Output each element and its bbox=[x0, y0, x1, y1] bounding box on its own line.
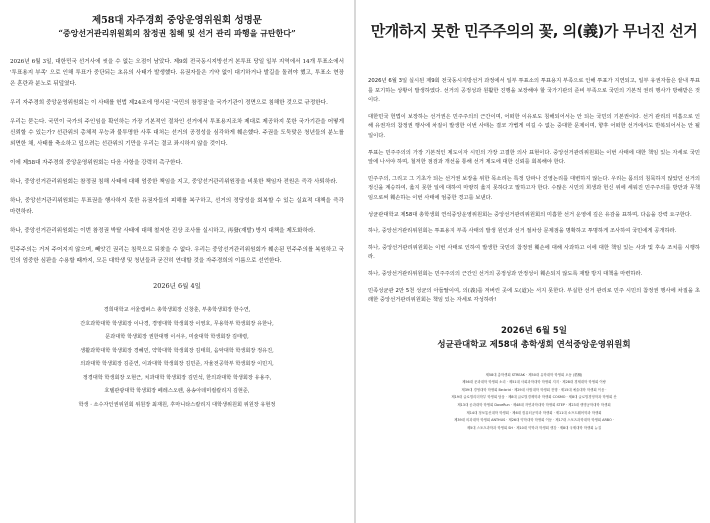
right-paragraph: 성균관대학교 제58대 총학생회 연석중앙운영위원회는 중앙선거관리위원회의 미흡한 선거 운영에 깊은 유감을 표하며, 다음을 강력 요구한다. bbox=[368, 211, 692, 218]
right-paragraph: 민족성균관 2만 5천 성균의 아들딸이여, 의(義)를 저버린 곳에 도(道)는 서지 못한다. 부실한 선거 관리로 민주 시민의 참정권 행사에 차질을 초래한 중앙선거관리위원회는 책임 있는 자세로 각성하라! bbox=[368, 287, 700, 304]
signer-line: 제5대 스포츠과학과 학생회 SH · 제10대 약학과 학생회 생강 · 제8대 국제대학 학생회 뉴질 bbox=[466, 425, 602, 430]
signer-line: 문과대학 학생회장 권한대행 이서우, 미술대학 학생회장 김태령, bbox=[105, 334, 249, 340]
left-demand: 하나, 중앙선거관리위원회는 투표권을 행사하지 못한 유권자들의 피해를 복구하고, 선거의 정당성을 회복할 수 있는 실효적 대책을 즉각 마련하라. bbox=[10, 198, 344, 215]
right-statement-title: 만개하지 못한 민주주의의 꽃, 의(義)가 무너진 선거 bbox=[370, 22, 698, 40]
signer-line: 제14대 정보통신대학 학생회 · 제6대 컴퓨터공학과 학생회 · 제11대 소프트웨어학과 학생회 bbox=[466, 410, 602, 415]
signer-line: 제19대 글로벌리더학부 학생회 담움 · 제8대 글로벌경제학과 학생회 COSMO · 제8대 글로벌경영학과 학생회 산 bbox=[451, 395, 617, 400]
right-demand: 하나, 중앙선거관리위원회는 민주주의의 근간인 선거의 공정성과 안정성이 훼손되지 않도록 재발 방지 대책을 마련하라. bbox=[368, 270, 643, 277]
signer-line: 생활과학대학 학생회장 경혜민, 약학대학 학생회장 김태희, 음악대학 학생회장 정유진, bbox=[80, 347, 274, 354]
right-paragraph: 민주주의, 그리고 그 기초가 되는 선거권 보장을 위한 목소리는 특정 당파나 진영논리를 대변하지 않는다. 우리는 몸의의 침묵하지 않았던 선거의 정신을 계승하여, 옳지 못한 일에 대하여 마땅히 옳지 못하다고 말하고자 한다. 수많은 시민의 희생과 헌신 위에 세워진 민주주의를 방만과 무책임으로써 훼손하는 이번 사태에 엄중한 경고를 보낸다. bbox=[368, 175, 700, 201]
left-paragraph: 민주주의는 거저 주어지지 않으며, 빼앗긴 권리는 침묵으로 되찾을 수 없다. 우리는 중앙선거관리위원회가 훼손된 민주주의를 복원하고 국민의 엄중한 심판을 수용할 때까지, 모든 대학생 및 청년들과 굳건히 연대할 것을 자주경희의 이름으로 선언한다. bbox=[10, 247, 344, 264]
signer-line: 경희대학교 서울캠퍼스 총학생회장 신창훈, 부총학생회장 한수연, bbox=[103, 307, 251, 313]
signer-line: 호텔관광대학 학생회장 페레스오렌, 용송아데미컬칼리지 김현준, bbox=[104, 388, 250, 394]
left-demand: 하나, 중앙선거관리위원회는 이번 참정권 박탈 사태에 대해 철저한 진상 조사를 실시하고, 再發(재발) 방지 대책을 제도화하라. bbox=[10, 228, 316, 234]
right-demand: 하나, 중앙선거관리위원회는 이번 사태로 인하여 발생한 국민의 참정권 훼손에 대해 사과하고 이에 대한 책임 있는 사과 및 후속 조치를 시행하라. bbox=[368, 244, 700, 261]
right-paragraph: 투표는 민주주의의 가장 기본적인 제도이자 시민의 가장 고결한 의사 표현이다. 중앙선거관리위원회는 이번 사태에 대한 책임 있는 자세로 국민 앞에 나서야 하며, 철저한 점검과 개선을 통해 선거 제도에 대한 신뢰를 회복해야 한다. bbox=[368, 149, 700, 166]
left-date: 2026년 6월 4일 bbox=[153, 282, 201, 290]
right-date: 2026년 6월 5일 bbox=[500, 325, 568, 336]
left-statement-title: 제58대 자주경희 중앙운영위원회 성명문 bbox=[92, 15, 262, 26]
left-signers bbox=[10, 304, 344, 412]
signer-line: 의과대학 학생회장 김준연, 이과대학 학생회장 김민준, 자율전공학부 학생회장 이민지, bbox=[80, 361, 274, 367]
signer-line: 정경대학 학생회장 오현근, 치과대학 학생회장 김민석, 한의과대학 학생회장 유용주, bbox=[82, 374, 272, 381]
signer-line: 제56대 문과대학 학생회 소리 · 제51대 사회과학대학 학생회 지지 · 제28대 경제대학 학생회 이랑 bbox=[462, 380, 606, 385]
right-demand: 하나, 중앙선거관리위원회는 투표용지 부족 사태의 발생 원인과 선거 절차상 문제점을 명확하고 투명하게 조사하여 국민에게 공개하라. bbox=[368, 228, 677, 235]
right-paragraph: 대한민국 헌법이 보장하는 선거권은 민주주의의 근간이며, 어떠한 이유로도 침해되어서는 안 되는 국민의 기본권이다. 선거 관리의 미흡으로 인해 유권자의 참정권 행사에 차질이 발생한 이번 사태는 결코 가볍게 여길 수 없는 중대한 문제이며, 향후 어떠한 선거에서도 반복되어서는 안 될 일이다. bbox=[368, 113, 700, 139]
left-paragraph: 우리는 묻는다. 국민이 국가의 주인임을 확인하는 가장 기본적인 절차인 선거에서 투표용지조차 제대로 제공하지 못한 국가기관을 어떻게 신뢰할 수 있는가? 선관위의 총체적 무능과 불투명한 사후 대처는 선거의 공정성을 심각하게 훼손했다. 주권을 도둑맞은 청년들의 분노를 외면한 채, 사태를 축소하고 덮으려는 선관위의 기만을 우리는 결코 좌시하지 않을 것이다. bbox=[10, 119, 344, 147]
left-paragraph: 이에 제58대 자주경희 중앙운영위원회는 다음 사항을 강력히 촉구한다. bbox=[10, 160, 183, 166]
signer-line: 제58대 총학생회 STREAK · 제50대 유학대학 학생회 오동 (梧桐) bbox=[485, 372, 583, 377]
right-statement bbox=[356, 0, 710, 432]
left-paragraph: 우리 자주경희 중앙운영위원회는 이 사태를 헌법 제24조에 명시된 '국민의 참정권'을 국가기관이 정면으로 침해한 것으로 규정한다. bbox=[10, 100, 328, 106]
signer-line: 제39대 경영대학 학생회 Be:brid · 제29대 사범대학 학생회 전행 · 제15대 예술대학 학생회 이음 · bbox=[461, 387, 607, 392]
signer-line: 제39대 의과대학 학생회 ANTHUS · 제26대 약학대학 학생회 이동 · 제17대 스포츠과학대학 학생회 ARBO · bbox=[454, 418, 614, 423]
right-organization: 성균관대학교 제58대 총학생회 연석중앙운영위원회 bbox=[437, 339, 631, 350]
left-statement bbox=[0, 0, 354, 412]
right-signers bbox=[368, 372, 700, 433]
signer-line: 제13대 공과대학 학생회 DoveRun · 제48대 자연과학대학 학생회 STEP · 제23대 생명공학대학 학생회 bbox=[457, 403, 611, 408]
left-paragraph: 2026년 6월 3일, 대한민국 선거사에 씻을 수 없는 오점이 남았다. 제9회 전국동시지방선거 본투표 당일 일부 지역에서 14개 투표소에서 '투표용지 부족' 으로 인해 투표가 중단되는 초유의 사태가 발생했다. 유권자들은 기약 없이 대기하거나 발길을 돌려야 했고, 투표소 현장은 혼란과 분노로 뒤덮였다. bbox=[10, 59, 344, 87]
right-paragraph: 2026년 6월 3일 실시된 제9회 전국동시지방선거 과정에서 일부 투표소의 투표용지 부족으로 인해 투표가 지연되고, 일부 유권자들은 끝내 투표를 포기하는 상황이 발생하였다. 선거의 공정성과 원활한 진행을 보장해야 할 국가기관의 준비 부족으로 국민의 기본적 권리 행사가 방해받은 것이다. bbox=[368, 78, 700, 104]
left-demand: 하나, 중앙선거관리위원회는 참정권 침해 사태에 대해 엄중한 책임을 지고, 중앙선거관리위원장을 비롯한 책임자 전원은 즉각 사퇴하라. bbox=[10, 179, 338, 185]
signer-line: 간호과학대학 학생회장 이나경, 경영대학 학생회장 이영호, 무용학부 학생회장 유한나, bbox=[80, 320, 274, 327]
left-statement-subtitle: “중앙선거관리위원회의 참정권 침해 및 선거 관리 파행을 규탄한다” bbox=[58, 28, 296, 38]
signer-line: 학생 · 소수자인권위원회 위원장 최재원, 후마니타스칼리지 대학생위원회 위원장 유현정 bbox=[78, 401, 276, 408]
